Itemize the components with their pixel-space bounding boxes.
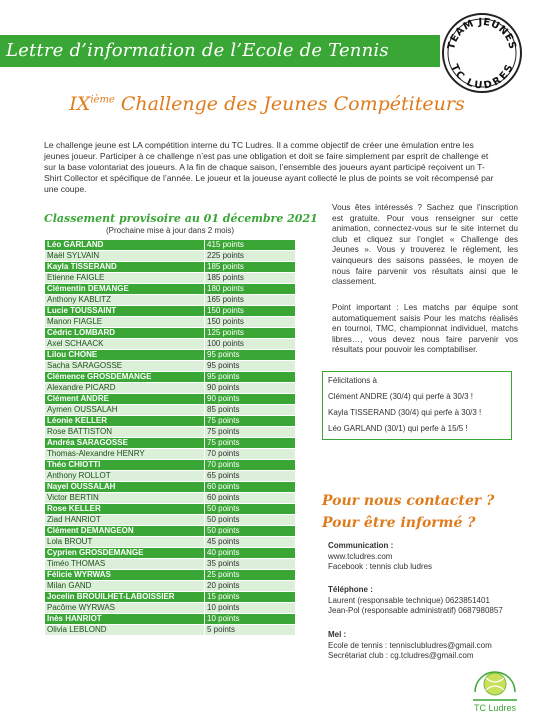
player-points: 150 points xyxy=(205,317,296,328)
player-points: 25 points xyxy=(205,570,296,581)
table-row xyxy=(45,427,296,438)
player-name: Clément ANDRE xyxy=(45,394,205,405)
player-points: 15 points xyxy=(205,592,296,603)
player-name: Kayla TISSERAND xyxy=(45,262,205,273)
table-row xyxy=(45,603,296,614)
player-name: Léonie KELLER xyxy=(45,416,205,427)
player-points: 60 points xyxy=(205,493,296,504)
mail-line[interactable]: Ecole de tennis : tennisclubludres@gmail.com xyxy=(328,640,492,650)
player-name: Cyprien GROSDEMANGE xyxy=(45,548,205,559)
website-link[interactable]: www.tcludres.com xyxy=(328,551,393,561)
player-name: Axel SCHAACK xyxy=(45,339,205,350)
phone-label: Téléphone : xyxy=(328,585,373,594)
svg-text:TC LUDRES: TC LUDRES xyxy=(448,62,516,92)
player-name: Manon FIAGLE xyxy=(45,317,205,328)
table-row xyxy=(45,317,296,328)
table-row xyxy=(45,328,296,339)
phone-section xyxy=(328,585,518,617)
player-points: 225 points xyxy=(205,251,296,262)
intro-paragraph: Le challenge jeune est LA compétition interne du TC Ludres. Il a comme objectif de créer une émulation entre les jeunes joueur. Participer à ce challenge n’est pas une obligation et doit se faire simplement par esprit de challenge et sur la base volontariat des joueurs. A la fin de chaque saison, l’ensemble des joueurs ayant participé reçoivent un T-Shirt Collector et spécifique de l’année. Le joueur et la joueuse ayant collecté le plus de points se voit récompensé par une coupe. xyxy=(44,140,494,194)
congrats-line: Kayla TISSERAND (30/4) qui perfe à 30/3 ! xyxy=(328,408,482,417)
player-points: 150 points xyxy=(205,306,296,317)
title-roman: IX xyxy=(69,93,91,115)
player-name: Nayel OUSSALAH xyxy=(45,482,205,493)
table-row xyxy=(45,416,296,427)
player-points: 70 points xyxy=(205,449,296,460)
player-points: 185 points xyxy=(205,262,296,273)
table-row xyxy=(45,493,296,504)
phone-line: Jean-Pol (responsable administratif) 0687980857 xyxy=(328,606,503,615)
player-name: Andréa SARAGOSSE xyxy=(45,438,205,449)
player-points: 10 points xyxy=(205,614,296,625)
communication-label: Communication : xyxy=(328,541,394,550)
player-points: 95 points xyxy=(205,361,296,372)
player-name: Anthony ROLLOT xyxy=(45,471,205,482)
player-name: Milan GAND xyxy=(45,581,205,592)
player-points: 50 points xyxy=(205,504,296,515)
table-row xyxy=(45,372,296,383)
player-points: 65 points xyxy=(205,471,296,482)
player-name: Thomas-Alexandre HENRY xyxy=(45,449,205,460)
player-name: Cédric LOMBARD xyxy=(45,328,205,339)
player-name: Aymen OUSSALAH xyxy=(45,405,205,416)
player-points: 75 points xyxy=(205,427,296,438)
player-name: Anthony KABLITZ xyxy=(45,295,205,306)
player-points: 125 points xyxy=(205,328,296,339)
info-paragraph: Vous êtes intéressés ? Sachez que l’inscription est gratuite. Pour vous renseigner sur cette animation, connectez-vous sur le site internet du club et cliquez sur l’onglet « Challenge des Jeunes ». Vous y trouverez le règlement, les vainqueurs des saisons passées, le moyen de nous faire parvenir vos résultats ainsi que le classement. xyxy=(332,202,518,287)
table-row xyxy=(45,295,296,306)
table-row xyxy=(45,515,296,526)
table-row xyxy=(45,625,296,636)
svg-text:TEAM JEUNES: TEAM JEUNES xyxy=(446,16,518,51)
player-points: 35 points xyxy=(205,559,296,570)
player-name: Rose KELLER xyxy=(45,504,205,515)
communication-section xyxy=(328,541,518,573)
team-jeunes-logo xyxy=(441,12,523,94)
player-points: 60 points xyxy=(205,482,296,493)
player-name: Lola BROUT xyxy=(45,537,205,548)
player-points: 75 points xyxy=(205,416,296,427)
table-row xyxy=(45,504,296,515)
phone-line: Laurent (responsable technique) 0623851401 xyxy=(328,595,490,605)
important-paragraph: Point important : Les matchs par équipe sont automatiquement saisis Pour les matchs réalisés en tournoi, TMC, championnat individuel, matchs libres…, vous devez nous faire parvenir vos résultats pour pouvoir les comptabiliser. xyxy=(332,302,518,355)
congrats-line: Clément ANDRE (30/4) qui perfe à 30/3 ! xyxy=(328,392,473,401)
table-row xyxy=(45,350,296,361)
player-points: 95 points xyxy=(205,350,296,361)
player-points: 85 points xyxy=(205,405,296,416)
player-points: 5 points xyxy=(205,625,296,636)
player-name: Clément DEMANGEON xyxy=(45,526,205,537)
ranking-title: Classement provisoire au 01 décembre 2021 xyxy=(44,212,318,225)
contact-heading xyxy=(322,490,518,534)
player-name: Sacha SARAGOSSE xyxy=(45,361,205,372)
facebook-text: Facebook : tennis club ludres xyxy=(328,562,433,571)
congrats-line: Léo GARLAND (30/1) qui perfe à 15/5 ! xyxy=(328,424,468,433)
contact-heading-line1: Pour nous contacter ? xyxy=(322,493,495,509)
player-name: Rose BATTISTON xyxy=(45,427,205,438)
player-points: 75 points xyxy=(205,438,296,449)
table-row xyxy=(45,581,296,592)
player-name: Jocelin BROUILHET-LABOISSIER xyxy=(45,592,205,603)
table-row xyxy=(45,460,296,471)
table-row xyxy=(45,361,296,372)
player-points: 10 points xyxy=(205,603,296,614)
table-row xyxy=(45,592,296,603)
player-points: 50 points xyxy=(205,515,296,526)
player-points: 90 points xyxy=(205,394,296,405)
table-row xyxy=(45,383,296,394)
congratulations-box xyxy=(322,371,512,440)
table-row xyxy=(45,262,296,273)
player-name: Ziad HANRIOT xyxy=(45,515,205,526)
table-row xyxy=(45,438,296,449)
player-points: 415 points xyxy=(205,240,296,251)
table-row xyxy=(45,339,296,350)
player-name: Olivia LEBLOND xyxy=(45,625,205,636)
table-row xyxy=(45,614,296,625)
player-points: 165 points xyxy=(205,295,296,306)
player-name: Alexandre PICARD xyxy=(45,383,205,394)
ranking-table xyxy=(44,239,296,636)
player-points: 40 points xyxy=(205,548,296,559)
table-row xyxy=(45,570,296,581)
table-row xyxy=(45,526,296,537)
player-points: 50 points xyxy=(205,526,296,537)
player-name: Maël SYLVAIN xyxy=(45,251,205,262)
table-row xyxy=(45,559,296,570)
player-points: 20 points xyxy=(205,581,296,592)
player-name: Victor BERTIN xyxy=(45,493,205,504)
congrats-title: Félicitations à xyxy=(328,376,377,385)
player-points: 180 points xyxy=(205,284,296,295)
mail-line[interactable]: Secrétariat club : cg.tcludres@gmail.com xyxy=(328,651,474,660)
table-row xyxy=(45,449,296,460)
mail-section xyxy=(328,630,518,662)
tc-ludres-logo-text: TC Ludres xyxy=(473,703,517,713)
table-row xyxy=(45,394,296,405)
player-name: Timéo THOMAS xyxy=(45,559,205,570)
newsletter-title: Lettre d’information de l’Ecole de Tennis xyxy=(6,40,389,61)
main-title xyxy=(0,93,534,115)
player-name: Etienne FAIGLE xyxy=(45,273,205,284)
table-row xyxy=(45,306,296,317)
table-row xyxy=(45,537,296,548)
player-points: 185 points xyxy=(205,273,296,284)
player-name: Inès HANRIOT xyxy=(45,614,205,625)
player-name: Lilou CHONE xyxy=(45,350,205,361)
ranking-subtitle: (Prochaine mise à jour dans 2 mois) xyxy=(105,226,235,235)
player-name: Lucie TOUSSAINT xyxy=(45,306,205,317)
player-points: 100 points xyxy=(205,339,296,350)
player-name: Théo CHIOTTI xyxy=(45,460,205,471)
table-row xyxy=(45,284,296,295)
player-points: 90 points xyxy=(205,383,296,394)
contact-heading-line2: Pour être informé ? xyxy=(322,515,476,531)
player-name: Félicie WYRWAS xyxy=(45,570,205,581)
header-bar xyxy=(0,35,440,67)
table-row xyxy=(45,482,296,493)
table-row xyxy=(45,405,296,416)
table-row xyxy=(45,548,296,559)
table-row xyxy=(45,471,296,482)
player-name: Léo GARLAND xyxy=(45,240,205,251)
table-row xyxy=(45,273,296,284)
title-sup: ième xyxy=(90,94,115,106)
player-name: Clémence GROSDEMANGE xyxy=(45,372,205,383)
player-points: 95 points xyxy=(205,372,296,383)
player-points: 70 points xyxy=(205,460,296,471)
player-points: 45 points xyxy=(205,537,296,548)
table-row xyxy=(45,240,296,251)
title-rest: Challenge des Jeunes Compétiteurs xyxy=(114,93,465,115)
player-name: Clémentin DEMANGE xyxy=(45,284,205,295)
player-name: Pacôme WYRWAS xyxy=(45,603,205,614)
table-row xyxy=(45,251,296,262)
mail-label: Mel : xyxy=(328,630,347,639)
